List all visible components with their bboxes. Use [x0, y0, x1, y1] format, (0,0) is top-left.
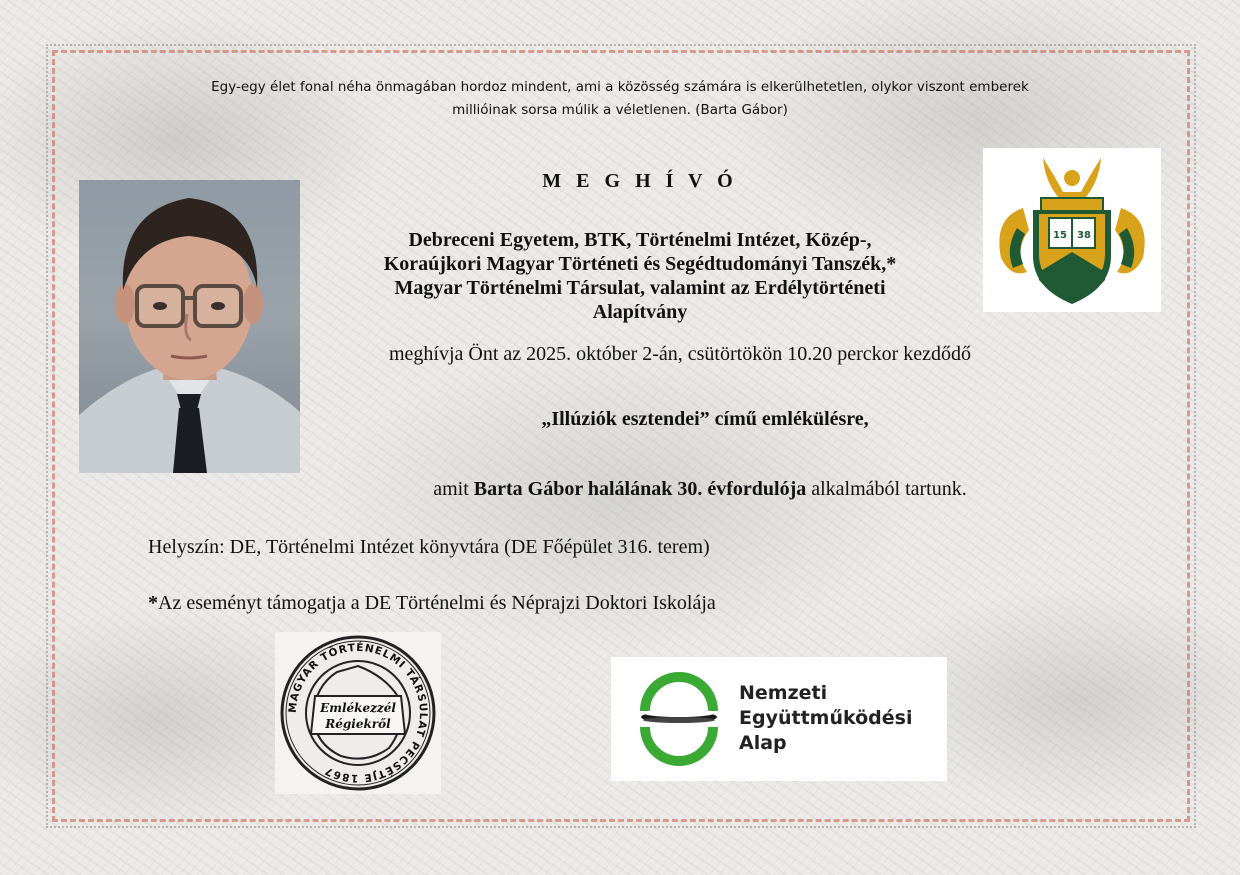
portrait-photo	[79, 180, 300, 473]
occasion-prefix: amit	[433, 478, 474, 500]
nea-line-3: Alap	[739, 732, 787, 754]
opening-quote	[140, 76, 1100, 122]
support-star: *	[148, 592, 158, 614]
organizer-line-4: Alapítvány	[592, 301, 688, 323]
university-crest-icon	[983, 148, 1161, 312]
occasion-bold: Barta Gábor halálának 30. évfordulója	[473, 478, 807, 500]
seal-icon	[275, 632, 441, 794]
nea-logo	[611, 657, 947, 781]
invitation-sentence: meghívja Önt az 2025. október 2-án, csütörtökön 10.20 perckor kezdődő	[388, 343, 972, 365]
society-seal	[275, 632, 441, 794]
seal-banner-line-1: Emlékezzél	[320, 701, 396, 715]
organizer-line-2: Koraújkori Magyar Történeti és Segédtudományi Tanszék,*	[383, 253, 897, 275]
occasion-sentence	[300, 478, 1100, 501]
university-logo	[983, 148, 1161, 312]
portrait-illustration	[79, 180, 300, 473]
quote-line-2: millióinak sorsa múlik a véletlenen. (Barta Gábor)	[452, 102, 788, 118]
crest-year-left: 15	[1053, 230, 1067, 241]
nea-line-2: Együttműködési	[739, 707, 913, 729]
organizer-line-1: Debreceni Egyetem, BTK, Történelmi Intézet, Közép-,	[408, 229, 872, 251]
event-title: „Illúziók esztendei” című emlékülésre,	[541, 408, 869, 430]
crest-year-right: 38	[1077, 230, 1091, 241]
quote-line-1: Egy-egy élet fonal néha önmagában hordoz mindent, ami a közösség számára is elkerülhetetlen, olykor viszont emberek	[211, 79, 1029, 95]
nea-mark-icon	[637, 671, 721, 767]
organizer-line-3: Magyar Történelmi Társulat, valamint az Erdélytörténeti	[394, 277, 886, 299]
invitation-title: M E G H Í V Ó	[542, 170, 738, 192]
venue-line: Helyszín: DE, Történelmi Intézet könyvtára (DE Főépület 316. terem)	[148, 536, 710, 558]
nea-line-1: Nemzeti	[739, 682, 828, 704]
occasion-suffix: alkalmából tartunk.	[806, 478, 967, 500]
organizers	[300, 228, 980, 324]
nea-wordmark	[739, 681, 912, 756]
seal-banner-line-2: Régiekről	[325, 717, 391, 731]
seal-ring-text: MAGYAR TÖRTÉNELMI TÁRSULAT PECSÉTJE 1867	[286, 641, 430, 785]
support-line	[148, 592, 716, 615]
support-text: Az eseményt támogatja a DE Történelmi és Néprajzi Doktori Iskolája	[158, 592, 716, 614]
